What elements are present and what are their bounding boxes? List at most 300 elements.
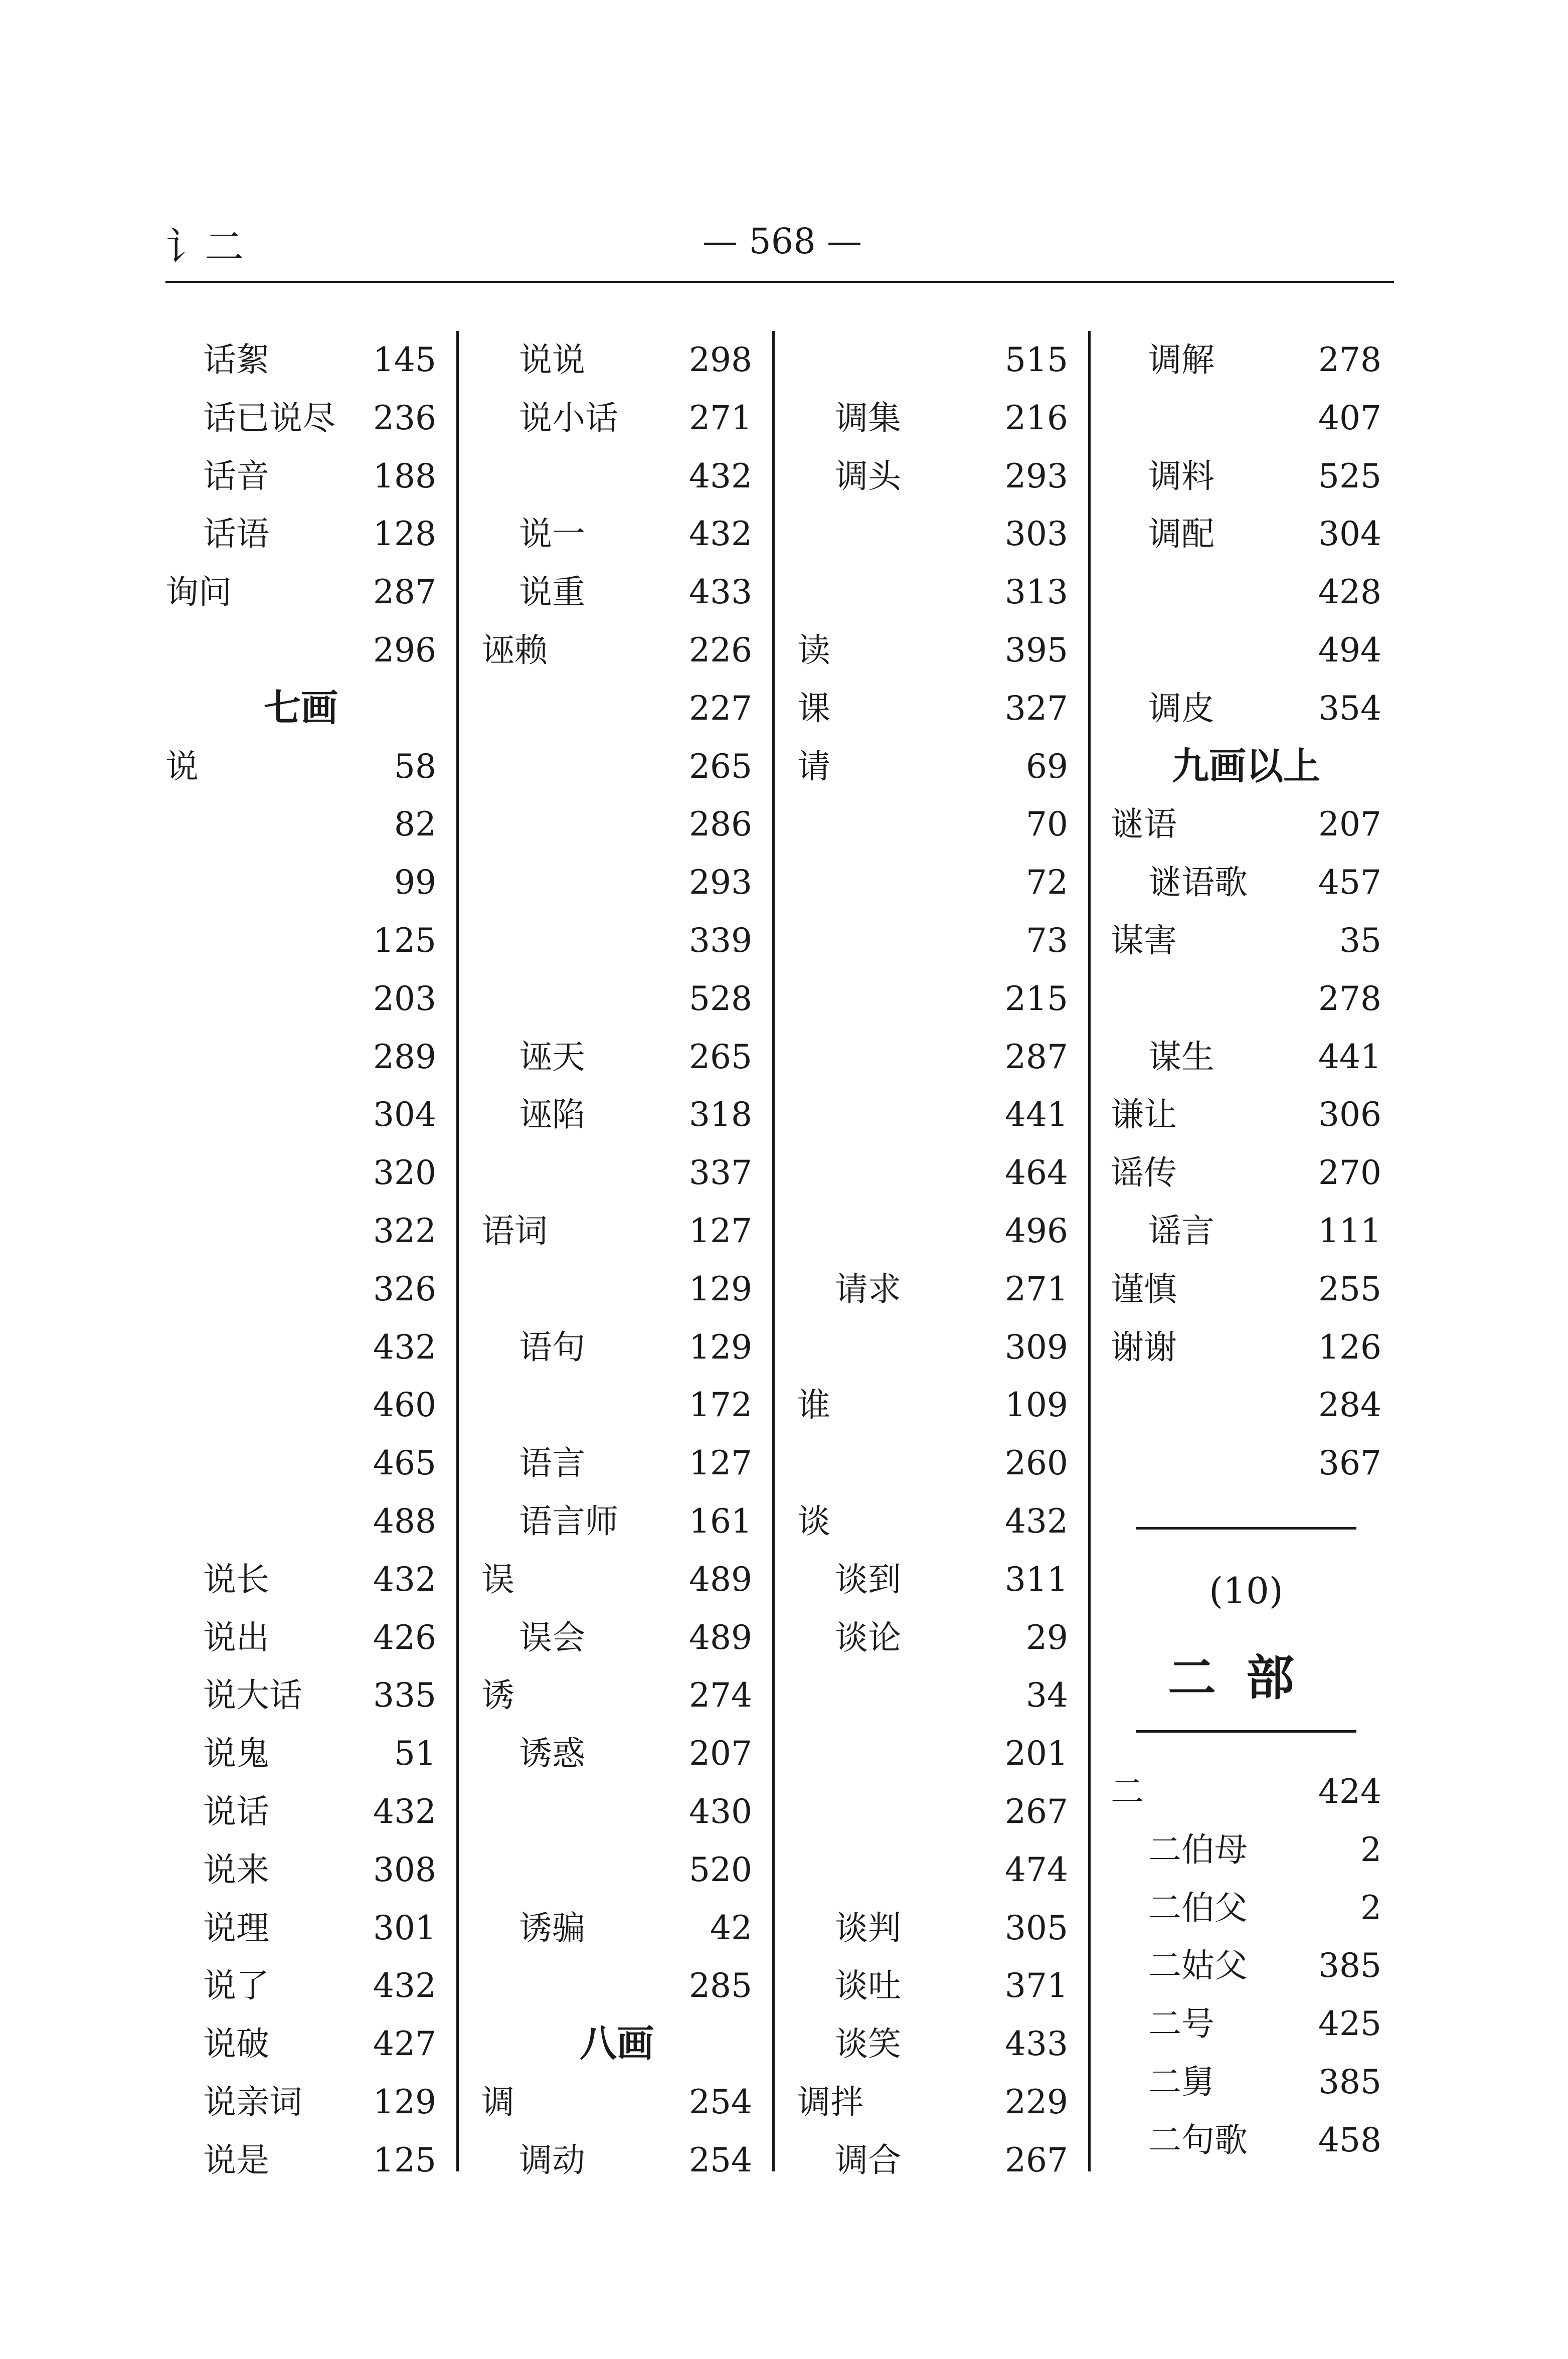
entry-page: 270 <box>1318 1153 1381 1193</box>
entry-page: 236 <box>373 398 436 437</box>
entry-term: 话絮 <box>203 341 269 379</box>
entry-page: 271 <box>689 398 752 437</box>
index-entry <box>165 1318 436 1377</box>
index-entry <box>1111 854 1381 912</box>
entry-page: 432 <box>1005 1501 1068 1541</box>
index-entry <box>165 2131 436 2189</box>
index-entry <box>481 505 752 563</box>
entry-term: 话语 <box>203 515 269 554</box>
index-entry <box>1111 505 1381 563</box>
index-entry <box>165 505 436 563</box>
section-rule-bottom <box>1136 1730 1356 1733</box>
entry-page: 229 <box>1005 2082 1068 2121</box>
entry-term: 诱惑 <box>519 1734 585 1773</box>
index-entry <box>797 2131 1068 2189</box>
entry-page: 335 <box>373 1676 436 1715</box>
entry-page: 520 <box>689 1850 752 1889</box>
entry-page: 322 <box>373 1211 436 1250</box>
index-entry <box>797 1318 1068 1377</box>
section-entries <box>1111 1763 1381 2169</box>
entry-term: 二号 <box>1148 2004 1214 2044</box>
entry-term: 谈 <box>797 1501 830 1541</box>
entry-page: 313 <box>1005 573 1068 612</box>
entry-page: 126 <box>1318 1327 1381 1367</box>
index-entry <box>797 447 1068 506</box>
entry-term: 请求 <box>835 1269 901 1308</box>
index-entry <box>1111 563 1381 621</box>
index-entry <box>481 1202 752 1260</box>
index-entry <box>481 1551 752 1609</box>
index-entry <box>165 1551 436 1609</box>
entry-page: 29 <box>1026 1618 1068 1657</box>
stroke-count-heading <box>165 680 436 738</box>
entry-page: 227 <box>689 689 752 728</box>
entry-page: 464 <box>1005 1153 1068 1193</box>
entry-page: 255 <box>1318 1269 1381 1308</box>
entry-term: 调料 <box>1148 456 1214 495</box>
entry-term: 谁 <box>797 1386 830 1425</box>
entry-term: 谈吐 <box>835 1966 901 2005</box>
index-entry <box>165 738 436 796</box>
entry-term: 请 <box>797 747 830 786</box>
entry-term: 调动 <box>519 2140 585 2179</box>
index-entry <box>165 854 436 912</box>
entry-page: 293 <box>1005 456 1068 495</box>
index-entry <box>165 1144 436 1202</box>
entry-term: 说长 <box>203 1560 269 1599</box>
index-entry <box>481 912 752 970</box>
entry-page: 254 <box>689 2140 752 2179</box>
entry-page: 207 <box>689 1734 752 1773</box>
entry-page: 306 <box>1318 1095 1381 1134</box>
index-entry <box>1111 1434 1381 1492</box>
index-column-4 <box>1111 331 1381 1492</box>
index-entry <box>1111 2053 1381 2111</box>
entry-page: 407 <box>1318 398 1381 437</box>
entry-term: 二舅 <box>1148 2062 1214 2101</box>
entry-page: 72 <box>1026 863 1068 902</box>
entry-page: 42 <box>710 1908 752 1947</box>
entry-term: 谦让 <box>1111 1095 1177 1134</box>
index-entry <box>165 563 436 621</box>
entry-page: 432 <box>689 456 752 495</box>
entry-term: 误会 <box>519 1618 585 1657</box>
entry-term: 语句 <box>519 1327 585 1367</box>
entry-page: 2 <box>1360 1888 1381 1927</box>
entry-page: 82 <box>394 805 436 844</box>
entry-term: 诬陷 <box>519 1095 585 1134</box>
entry-page: 293 <box>689 863 752 902</box>
index-entry <box>481 389 752 447</box>
entry-page: 432 <box>373 1792 436 1831</box>
entry-term: 调合 <box>835 2140 901 2179</box>
index-entry <box>165 1957 436 2015</box>
entry-term: 说鬼 <box>203 1734 269 1773</box>
index-entry <box>1111 1763 1381 1821</box>
index-entry <box>797 1841 1068 1899</box>
entry-page: 69 <box>1026 747 1068 786</box>
entry-term: 误 <box>481 1560 514 1599</box>
entry-page: 287 <box>1005 1037 1068 1076</box>
index-entry <box>797 854 1068 912</box>
entry-page: 528 <box>689 979 752 1018</box>
entry-page: 145 <box>373 341 436 379</box>
header-rule <box>165 281 1394 283</box>
entry-page: 286 <box>689 805 752 844</box>
index-entry <box>797 1783 1068 1841</box>
entry-term: 谣言 <box>1148 1211 1214 1250</box>
entry-page: 203 <box>373 979 436 1018</box>
index-entry <box>481 738 752 796</box>
entry-term: 谈论 <box>835 1618 901 1657</box>
index-entry <box>797 563 1068 621</box>
entry-term: 语言 <box>519 1444 585 1483</box>
index-entry <box>797 389 1068 447</box>
entry-term: 诱骗 <box>519 1908 585 1947</box>
entry-term: 谜语 <box>1111 805 1177 844</box>
index-entry <box>165 1202 436 1260</box>
entry-page: 267 <box>1005 1792 1068 1831</box>
entry-page: 525 <box>1318 456 1381 495</box>
entry-term: 说话 <box>203 1792 269 1831</box>
index-entry <box>797 1144 1068 1202</box>
index-entry <box>797 2015 1068 2073</box>
index-entry <box>481 854 752 912</box>
index-entry <box>1111 389 1381 447</box>
index-entry <box>165 1260 436 1318</box>
entry-page: 309 <box>1005 1327 1068 1367</box>
entry-term: 调解 <box>1148 341 1214 379</box>
entry-page: 201 <box>1005 1734 1068 1773</box>
entry-page: 304 <box>373 1095 436 1134</box>
entry-page: 34 <box>1026 1676 1068 1715</box>
entry-term: 说大话 <box>203 1676 302 1715</box>
entry-page: 427 <box>373 2025 436 2064</box>
entry-term: 语词 <box>481 1211 548 1250</box>
entry-page: 35 <box>1339 921 1381 960</box>
entry-page: 129 <box>373 2082 436 2121</box>
index-entry <box>165 389 436 447</box>
index-entry <box>1111 331 1381 389</box>
index-entry <box>481 1434 752 1492</box>
index-entry <box>481 2131 752 2189</box>
entry-page: 2 <box>1360 1830 1381 1869</box>
entry-term: 谈到 <box>835 1560 901 1599</box>
entry-page: 305 <box>1005 1908 1068 1947</box>
entry-page: 432 <box>373 1327 436 1367</box>
entry-page: 308 <box>373 1850 436 1889</box>
index-entry <box>1111 1318 1381 1377</box>
entry-term: 说理 <box>203 1908 269 1947</box>
index-entry <box>481 1028 752 1086</box>
entry-term: 说了 <box>203 1966 269 2005</box>
entry-term: 调 <box>481 2082 514 2121</box>
index-entry <box>1111 447 1381 506</box>
index-entry <box>481 1957 752 2015</box>
entry-page: 265 <box>689 1037 752 1076</box>
index-column-3 <box>797 331 1068 2189</box>
entry-page: 70 <box>1026 805 1068 844</box>
entry-page: 207 <box>1318 805 1381 844</box>
index-entry <box>797 970 1068 1028</box>
index-entry <box>1111 912 1381 970</box>
entry-page: 188 <box>373 456 436 495</box>
index-entry <box>481 1144 752 1202</box>
entry-page: 129 <box>689 1327 752 1367</box>
entry-page: 489 <box>689 1560 752 1599</box>
entry-term: 二句歌 <box>1148 2120 1248 2159</box>
index-entry <box>165 1899 436 1957</box>
index-entry <box>481 1318 752 1377</box>
entry-term: 谢谢 <box>1111 1327 1177 1367</box>
index-entry <box>165 1725 436 1783</box>
index-entry <box>481 1841 752 1899</box>
index-entry <box>165 795 436 854</box>
index-entry <box>1111 1086 1381 1144</box>
index-entry <box>1111 621 1381 680</box>
index-entry <box>165 1783 436 1841</box>
entry-term: 说 <box>165 747 199 786</box>
entry-term: 谜语歌 <box>1148 863 1248 902</box>
entry-page: 51 <box>394 1734 436 1773</box>
index-entry <box>797 1376 1068 1434</box>
entry-page: 371 <box>1005 1966 1068 2005</box>
index-entry <box>797 738 1068 796</box>
entry-page: 326 <box>373 1269 436 1308</box>
entry-page: 271 <box>1005 1269 1068 1308</box>
entry-page: 432 <box>373 1560 436 1599</box>
heading-label: 七画 <box>264 686 338 730</box>
entry-page: 494 <box>1318 630 1381 669</box>
index-entry <box>1111 1202 1381 1260</box>
entry-term: 说来 <box>203 1850 269 1889</box>
entry-page: 127 <box>689 1444 752 1483</box>
entry-page: 296 <box>373 630 436 669</box>
entry-page: 465 <box>373 1444 436 1483</box>
section-rule-top <box>1136 1527 1356 1530</box>
index-entry <box>797 1957 1068 2015</box>
index-entry <box>481 1492 752 1551</box>
index-entry <box>1111 2111 1381 2169</box>
index-entry <box>481 447 752 506</box>
entry-page: 515 <box>1005 341 1068 379</box>
entry-term: 二姑父 <box>1148 1946 1248 1985</box>
entry-page: 441 <box>1318 1037 1381 1076</box>
index-entry <box>1111 1376 1381 1434</box>
index-entry <box>165 331 436 389</box>
entry-page: 58 <box>394 747 436 786</box>
index-entry <box>165 1666 436 1725</box>
entry-page: 161 <box>689 1501 752 1541</box>
index-entry <box>165 1841 436 1899</box>
index-entry <box>797 1086 1068 1144</box>
index-entry <box>481 1086 752 1144</box>
stroke-count-heading <box>1111 738 1381 796</box>
entry-page: 301 <box>373 1908 436 1947</box>
entry-page: 129 <box>689 1269 752 1308</box>
entry-term: 说一 <box>519 515 585 554</box>
entry-page: 318 <box>689 1095 752 1134</box>
column-divider <box>456 331 459 2171</box>
entry-term: 调集 <box>835 398 901 437</box>
index-entry <box>797 1028 1068 1086</box>
index-entry <box>1111 680 1381 738</box>
heading-label: 九画以上 <box>1172 744 1320 788</box>
entry-page: 426 <box>373 1618 436 1657</box>
entry-page: 260 <box>1005 1444 1068 1483</box>
entry-page: 287 <box>373 573 436 612</box>
entry-page: 395 <box>1005 630 1068 669</box>
entry-term: 说是 <box>203 2140 269 2179</box>
entry-page: 284 <box>1318 1386 1381 1425</box>
entry-term: 谈笑 <box>835 2025 901 2064</box>
entry-page: 496 <box>1005 1211 1068 1250</box>
section-number: (10) <box>1209 1570 1283 1612</box>
index-entry <box>481 1260 752 1318</box>
entry-term: 谣传 <box>1111 1153 1177 1193</box>
index-entry <box>797 1434 1068 1492</box>
heading-label: 八画 <box>580 2022 654 2066</box>
entry-page: 433 <box>1005 2025 1068 2064</box>
index-entry <box>797 795 1068 854</box>
entry-page: 254 <box>689 2082 752 2121</box>
entry-term: 谨慎 <box>1111 1269 1177 1308</box>
index-column-1 <box>165 331 436 2189</box>
index-entry <box>1111 1028 1381 1086</box>
entry-page: 385 <box>1318 1946 1381 1985</box>
entry-page: 289 <box>373 1037 436 1076</box>
entry-term: 调头 <box>835 456 901 495</box>
index-entry <box>165 1492 436 1551</box>
index-entry <box>481 1725 752 1783</box>
index-entry <box>165 912 436 970</box>
index-entry <box>797 1260 1068 1318</box>
page-number: — 568 — <box>702 221 862 262</box>
entry-page: 385 <box>1318 2062 1381 2101</box>
index-entry <box>481 795 752 854</box>
entry-page: 111 <box>1318 1211 1381 1250</box>
index-entry <box>481 1899 752 1957</box>
index-entry <box>165 1086 436 1144</box>
entry-page: 172 <box>689 1386 752 1425</box>
entry-term: 询问 <box>165 573 232 612</box>
entry-page: 354 <box>1318 689 1381 728</box>
index-entry <box>481 680 752 738</box>
entry-page: 320 <box>373 1153 436 1193</box>
entry-term: 二伯母 <box>1148 1830 1248 1869</box>
entry-page: 457 <box>1318 863 1381 902</box>
entry-page: 441 <box>1005 1095 1068 1134</box>
index-entry <box>165 621 436 680</box>
entry-term: 谈判 <box>835 1908 901 1947</box>
entry-page: 488 <box>373 1501 436 1541</box>
index-entry <box>481 331 752 389</box>
index-entry <box>481 2073 752 2131</box>
entry-page: 265 <box>689 747 752 786</box>
entry-term: 调配 <box>1148 515 1214 554</box>
entry-page: 311 <box>1005 1560 1068 1599</box>
index-entry <box>797 2073 1068 2131</box>
entry-page: 73 <box>1026 921 1068 960</box>
entry-term: 谋生 <box>1148 1037 1214 1076</box>
entry-term: 说破 <box>203 2025 269 2064</box>
index-entry <box>797 621 1068 680</box>
index-column-2 <box>481 331 752 2189</box>
stroke-count-heading <box>481 2015 752 2073</box>
entry-term: 说说 <box>519 341 585 379</box>
column-divider <box>772 331 775 2171</box>
entry-page: 432 <box>373 1966 436 2005</box>
entry-term: 说亲词 <box>203 2082 302 2121</box>
index-entry <box>797 331 1068 389</box>
index-entry <box>1111 1821 1381 1879</box>
index-entry <box>165 447 436 506</box>
entry-page: 215 <box>1005 979 1068 1018</box>
column-divider <box>1088 331 1091 2171</box>
index-entry <box>481 1376 752 1434</box>
index-entry <box>797 505 1068 563</box>
index-entry <box>797 1609 1068 1667</box>
index-entry <box>481 621 752 680</box>
entry-term: 说重 <box>519 573 585 612</box>
index-entry <box>1111 1144 1381 1202</box>
entry-page: 99 <box>394 863 436 902</box>
entry-term: 说小话 <box>519 398 618 437</box>
entry-term: 诱 <box>481 1676 514 1715</box>
entry-term: 二伯父 <box>1148 1888 1248 1927</box>
entry-page: 339 <box>689 921 752 960</box>
entry-page: 303 <box>1005 515 1068 554</box>
index-entry <box>481 970 752 1028</box>
index-entry <box>1111 1260 1381 1318</box>
entry-page: 460 <box>373 1386 436 1425</box>
entry-page: 337 <box>689 1153 752 1193</box>
index-entry <box>1111 1879 1381 1937</box>
entry-page: 428 <box>1318 573 1381 612</box>
entry-page: 278 <box>1318 341 1381 379</box>
index-entry <box>1111 1995 1381 2053</box>
entry-page: 128 <box>373 515 436 554</box>
entry-page: 127 <box>689 1211 752 1250</box>
index-entry <box>481 1609 752 1667</box>
index-entry <box>165 1434 436 1492</box>
index-entry <box>797 1202 1068 1260</box>
index-entry <box>1111 795 1381 854</box>
index-entry <box>481 1666 752 1725</box>
radical-header: 讠二 <box>165 225 244 270</box>
index-entry <box>1111 970 1381 1028</box>
entry-page: 267 <box>1005 2140 1068 2179</box>
entry-term: 二 <box>1111 1772 1144 1811</box>
entry-page: 432 <box>689 515 752 554</box>
entry-term: 说出 <box>203 1618 269 1657</box>
entry-term: 诬赖 <box>481 630 548 669</box>
entry-page: 430 <box>689 1792 752 1831</box>
entry-term: 读 <box>797 630 830 669</box>
entry-page: 216 <box>1005 398 1068 437</box>
entry-term: 语言师 <box>519 1501 618 1541</box>
entry-page: 226 <box>689 630 752 669</box>
entry-page: 425 <box>1318 2004 1381 2044</box>
entry-page: 474 <box>1005 1850 1068 1889</box>
entry-term: 诬天 <box>519 1037 585 1076</box>
entry-page: 278 <box>1318 979 1381 1018</box>
index-entry <box>165 970 436 1028</box>
index-entry <box>481 563 752 621</box>
entry-page: 433 <box>689 573 752 612</box>
entry-page: 109 <box>1005 1386 1068 1425</box>
index-entry <box>165 1028 436 1086</box>
